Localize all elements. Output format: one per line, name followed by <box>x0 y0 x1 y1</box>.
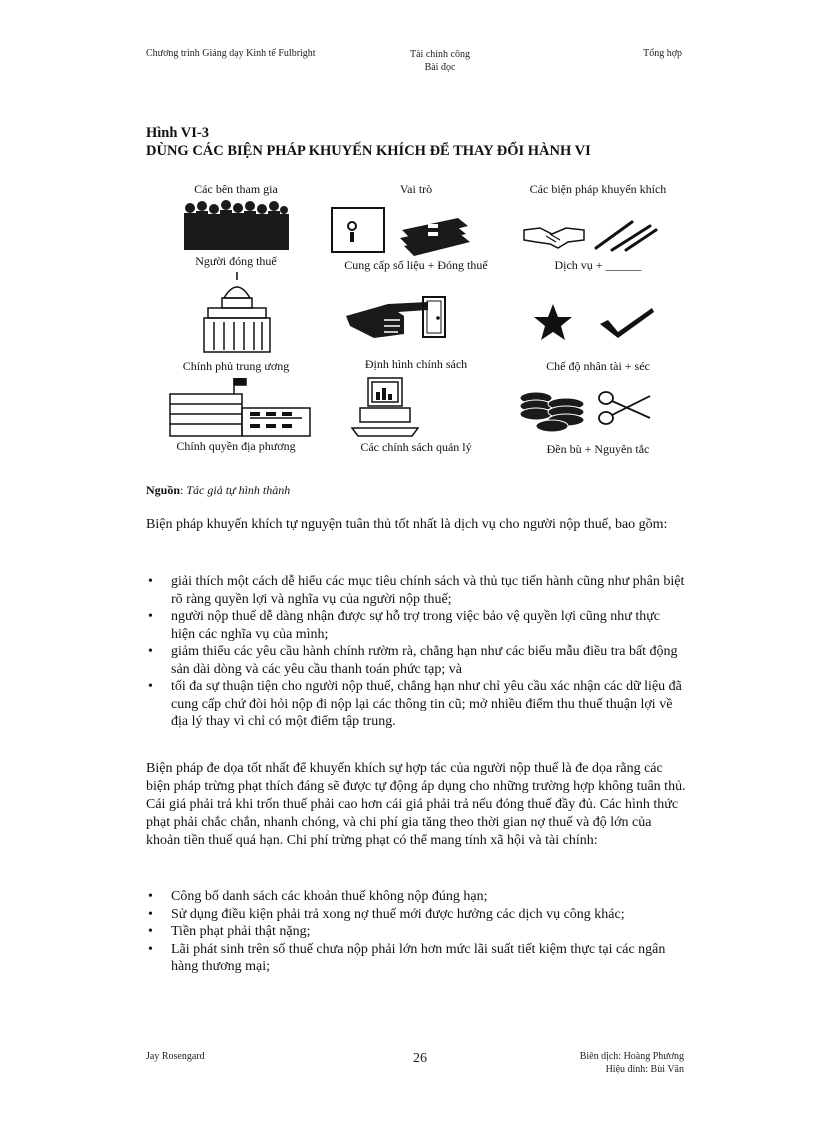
list-item: • giảm thiểu các yêu cầu hành chính rườm rà, chẳng hạn như các biểu mẫu điều tra bất động sản dài dòng và các yêu cầu thanh toán phức tạp; và <box>148 644 678 677</box>
bullet-glyph: • <box>148 644 153 659</box>
paragraph-voluntary-compliance: Biện pháp khuyến khích tự nguyện tuân thủ tốt nhất là dịch vụ cho người nộp thuế, bao gồm: <box>146 517 668 532</box>
checkmark-icon <box>598 306 656 340</box>
header-center <box>350 48 530 74</box>
footer-translator: Biên dịch: Hoàng Phương <box>579 1051 684 1062</box>
capitol-building-icon <box>202 272 272 356</box>
header-left: Chương trình Giảng dạy Kinh tế Fulbright <box>146 48 316 59</box>
service-bullet-list <box>146 573 686 731</box>
paragraph-deterrence: Biện pháp đe dọa tốt nhất để khuyến khích sự hợp tác của người nộp thuế là đe dọa rằng các biện pháp trừng phạt thích đáng sẽ được tự động áp dụng cho những trường hợp không tuân thủ. Cái giá phải trả khi trốn thuế phải cao hơn cái giá phải trả nếu đóng thuế đầy đủ. Các hình thức phạt phải chắc chắn, nhanh chóng, và chi phí gia tăng theo thời gian nợ thuế và độ lớn của khoản tiền thuế quá hạn. Chi phí trừng phạt có thể mang tính xã hội và tài chính: <box>146 761 686 848</box>
col-header-roles: Vai trò <box>399 182 433 196</box>
footer-credits <box>580 1050 684 1076</box>
door-icon <box>422 296 446 338</box>
list-item: • tối đa sự thuận tiện cho người nộp thuế, chẳng hạn như chỉ yêu cầu xác nhận các dữ liệu đã cung cấp chứ đòi hỏi nộp đi nộp lại các thông tin cũ; mở nhiều điểm thu thuế thuận lợi về địa lý thay vì chỉ có một điểm tập trung. <box>148 679 682 729</box>
computer-icon <box>350 376 420 438</box>
list-item: • Lãi phát sinh trên số thuế chưa nộp phải lớn hơn mức lãi suất tiết kiệm thực tại các ngân hàng thương mại; <box>148 941 666 974</box>
label-incentive-compensation: Đền bù + Nguyên tắc <box>546 442 650 456</box>
label-role-policy: Định hình chính sách <box>364 357 468 371</box>
bullet-glyph: • <box>148 679 153 694</box>
safe-icon <box>330 206 386 254</box>
list-item: • Công bố danh sách các khoản thuế không nộp đúng hạn; <box>148 889 488 904</box>
bullet-glyph: • <box>148 906 153 922</box>
figure-source: Nguồn: Tác giả tự hình thành <box>146 483 291 497</box>
header-course: Tài chính công <box>410 49 470 60</box>
footer-editor: Hiệu đính: Bùi Văn <box>605 1064 684 1075</box>
label-incentive-talent: Chế độ nhân tài + séc <box>546 359 650 373</box>
crowd-icon <box>182 198 290 250</box>
header-right: Tổng hợp <box>643 48 682 59</box>
label-incentive-service: Dịch vụ + ______ <box>554 258 642 272</box>
header-reading: Bài đọc <box>424 62 456 73</box>
bullet-glyph: • <box>148 609 153 624</box>
list-item: • giải thích một cách dễ hiểu các mục tiêu chính sách và thủ tục tiến hành cũng như phân biệt rõ ràng quyền lợi và nghĩa vụ của người nộp thuế; <box>148 574 685 607</box>
col-header-parties: Các bên tham gia <box>194 182 278 196</box>
cash-stack-icon <box>398 216 472 256</box>
bullet-glyph: • <box>148 574 153 589</box>
penalty-bullet-list <box>146 888 686 976</box>
scissors-icon <box>596 388 652 428</box>
figure-title <box>146 124 591 160</box>
page-number: 26 <box>413 1051 427 1066</box>
label-central-government: Chính phủ trung ương <box>182 359 290 373</box>
footer-author: Jay Rosengard <box>146 1051 205 1062</box>
figure-heading: DÙNG CÁC BIỆN PHÁP KHUYẾN KHÍCH ĐỂ THAY ĐỔI HÀNH VI <box>146 143 591 159</box>
label-role-management: Các chính sách quản lý <box>360 440 472 454</box>
bullet-glyph: • <box>148 941 153 957</box>
list-item: • Sử dụng điều kiện phải trả xong nợ thuế mới được hưởng các dịch vụ công khác; <box>148 906 625 922</box>
figure <box>146 176 686 466</box>
coins-icon <box>518 386 588 434</box>
figure-number: Hình VI-3 <box>146 125 209 141</box>
label-role-provide-data: Cung cấp số liệu + Đóng thuế <box>344 258 488 272</box>
source-label: Nguồn <box>146 483 181 497</box>
bullet-glyph: • <box>148 924 153 939</box>
source-text: Tác giả tự hình thành <box>186 483 291 497</box>
office-building-icon <box>166 378 316 438</box>
pens-icon <box>592 216 660 252</box>
col-header-incentives: Các biện pháp khuyến khích <box>529 182 667 196</box>
label-taxpayer: Người đóng thuế <box>195 254 277 268</box>
handshake-icon <box>522 220 586 250</box>
pointing-hand-icon <box>344 294 428 342</box>
list-item: • Tiền phạt phải thật nặng; <box>148 924 311 939</box>
bullet-glyph: • <box>148 889 153 904</box>
label-local-government: Chính quyền địa phương <box>176 439 296 453</box>
star-icon <box>532 302 574 342</box>
list-item: • người nộp thuế dễ dàng nhận được sự hỗ trợ trong việc bảo vệ quyền lợi cũng như thực hiện các nghĩa vụ của mình; <box>148 609 661 642</box>
